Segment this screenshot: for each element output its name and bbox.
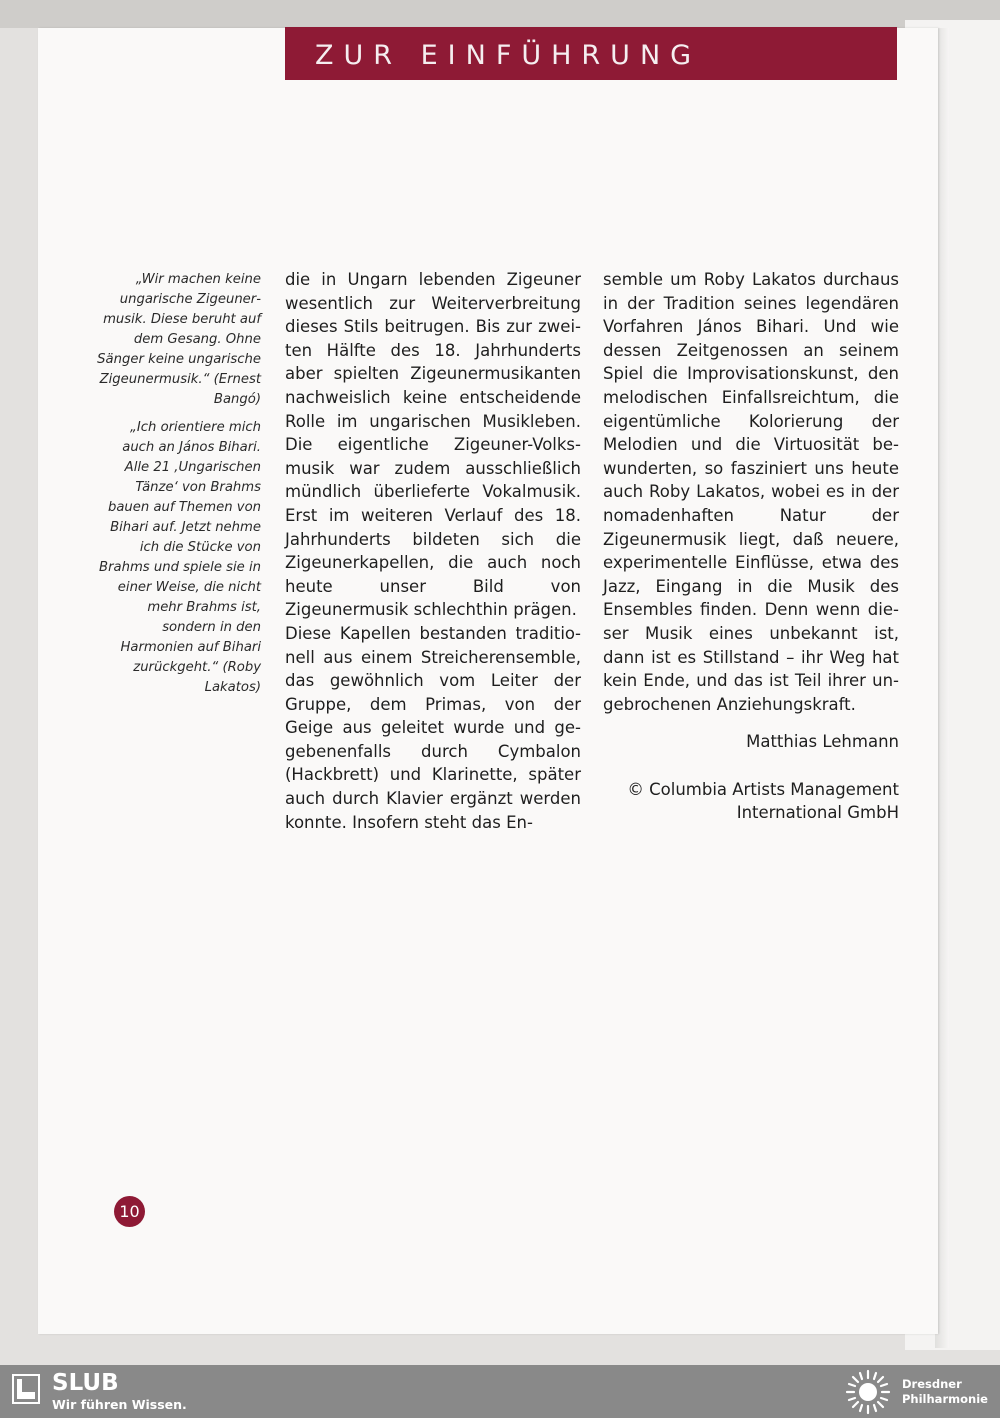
section-title: ZUR EINFÜHRUNG (315, 40, 702, 71)
philharmonie-name-line-1: Dresdner (902, 1377, 962, 1391)
footer-bar (0, 1365, 1000, 1418)
article-paragraph: semble um Roby Lakatos durchaus in der Tradition seines legendären Vorfahren János Bihari. Und wie dessen Zeitgenossen an seinem Spiel die Improvisationskunst, den melodischen Einfallsreichtum, die eigentümliche Kolorierung der Melodien und die Virtuosität bewunderten, so fasziniert uns heute auch Roby Lakatos, wobei es in der nomadenhaften Natur der Zigeunermusik liegt, daß neuere, experimentelle Einflüsse, etwa des Jazz, Eingang in die Musik des Ensembles finden. Denn wenn dieser Musik eines unbekannt ist, dann ist es Stillstand – ihr Weg hat kein Ende, und das ist Teil ihrer ungebrochenen Anziehungskraft. (603, 270, 899, 714)
copyright-line-2: International GmbH (736, 803, 899, 823)
philharmonie-name-line-2: Philharmonie (902, 1392, 988, 1406)
philharmonie-logo-icon[interactable] (845, 1369, 891, 1415)
article-paragraph: Diese Kapellen bestanden traditionell aus einem Streicherensemble, das gewöhnlich vom Leiter der Gruppe, dem Primas, von der Geige aus geleitet wurde und gegebenenfalls durch Cymbalon (Hackbrett) und Klarinette, später auch durch Klavier ergänzt werden konnte. Insofern steht das En- (285, 623, 581, 832)
sidebar-quotes (96, 270, 261, 706)
slub-tagline: Wir führen Wissen. (52, 1397, 187, 1412)
slub-logo-icon[interactable] (12, 1374, 40, 1404)
author-signature: Matthias Lehmann (746, 732, 899, 752)
philharmonie-name[interactable] (902, 1377, 988, 1407)
copyright-notice (603, 778, 899, 825)
article-column-1 (285, 268, 581, 834)
slub-name[interactable]: SLUB (52, 1370, 119, 1396)
article-column-2 (603, 268, 899, 825)
article-paragraph: die in Ungarn lebenden Zigeuner wesentlich zur Weiterverbreitung dieses Stils beitrugen. Bis zur zweiten Hälfte des 18. Jahrhunderts aber spielten Zigeunermusikanten nachweislich keine entscheidende Rolle im ungarischen Musikleben. Die eigentliche Zigeuner-Volksmusik war zudem ausschließlich mündlich überlieferte Vokalmusik. Erst im weiteren Verlauf des 18. Jahrhunderts bildeten sich die Zigeunerkapellen, die auch noch heute unser Bild von Zigeunermusik schlechthin prägen. (285, 270, 581, 620)
scan-top-edge (0, 0, 1000, 28)
quote-bango: „Wir machen keine ungarische Zigeunermusik. Diese beruht auf dem Gesang. Ohne Sänger keine ungarische Zigeunermusik.“ (Ernest Bangó) (97, 272, 261, 407)
copyright-line-1: © Columbia Artists Management (627, 779, 899, 799)
quote-lakatos: „Ich orientiere mich auch an János Bihari. Alle 21 ‚Ungarischen Tänze‘ von Brahms bauen auf Themen von Bihari auf. Jetzt nehme ich die Stücke von Brahms und spiele sie in einer Weise, die nicht mehr Brahms ist, sondern in den Harmonien auf Bihari zurückgeht.“ (Roby Lakatos) (99, 420, 261, 695)
page-number-badge: 10 (114, 1196, 145, 1227)
